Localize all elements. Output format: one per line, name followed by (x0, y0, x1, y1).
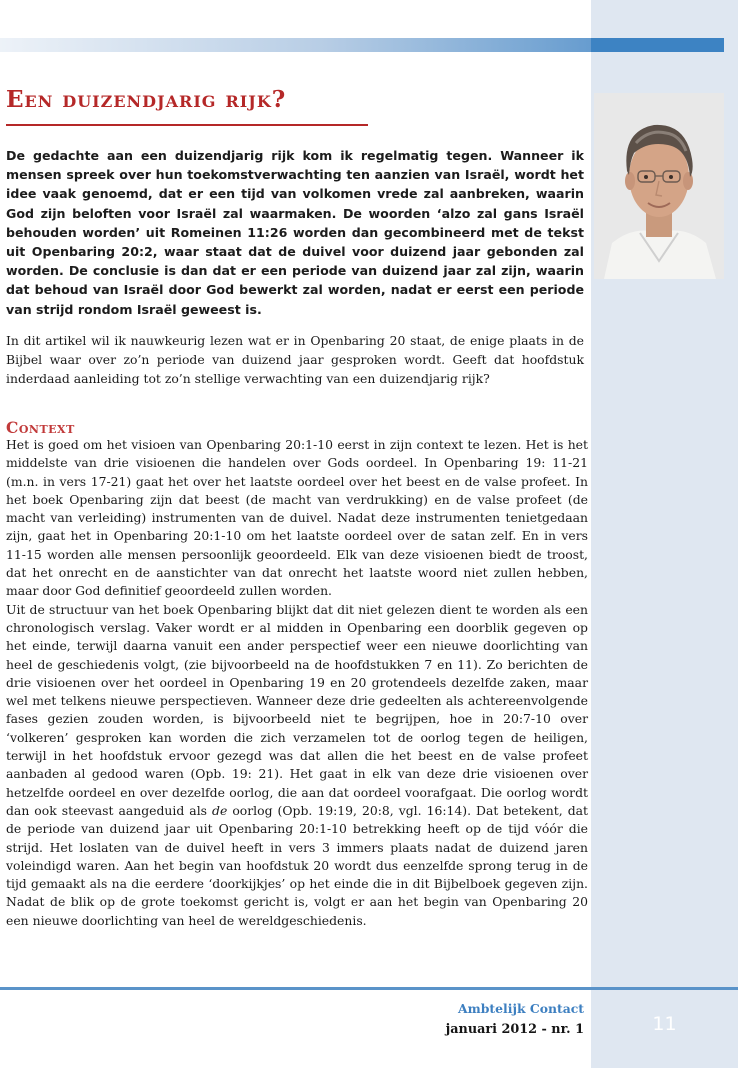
body-paragraph-2 (6, 601, 588, 930)
emphasis-de: de (212, 802, 228, 818)
author-portrait-illustration (594, 93, 724, 279)
body-paragraph-2-part-b: oorlog (Opb. 19:19, 20:8, vgl. 16:14). Dat betekent, dat de periode van duizend jaar uit Openbaring 20:1-10 betrekking heeft op de tijd vóór die strijd. Het loslaten van de duivel heeft in vers 3 immers plaats nadat de duizend jaren voleindigd waren. Aan het begin van hoofdstuk 20 wordt dus eenzelfde sprong terug in de tijd gemaakt als na die eerdere ‘doorkijkjes’ op het einde die in dit Bijbelboek gegeven zijn. Nadat de blik op de grote toekomst gericht is, volgt er aan het begin van Openbaring 20 een nieuwe doorlichting van heel de wereldgeschiedenis. (6, 802, 588, 928)
author-photo (594, 93, 724, 279)
article-lead: In dit artikel wil ik nauwkeurig lezen wat er in Openbaring 20 staat, de enige plaats in de Bijbel waar over zo’n periode van duizend jaar gesproken wordt. Geeft dat hoofdstuk inderdaad aanleiding tot zo’n stellige verwachting van een duizendjarig rijk? (6, 333, 584, 387)
article-intro: De gedachte aan een duizendjarig rijk kom ik regelmatig tegen. Wanneer ik mensen spreek over hun toekomstverwachting ten aanzien van Israël, wordt het idee vaak genoemd, dat er een tijd van volkomen vrede zal aanbreken, waarin God zijn beloften voor Israël zal waarmaken. De woorden ‘alzo zal gans Israël behouden worden’ uit Romeinen 11:26 worden dan gecombineerd met de tekst uit Openbaring 20:2, waar staat dat de duivel voor duizend jaar gebonden zal worden. De conclusie is dan dat er een periode van duizend jaar zal zijn, waarin dat behoud van Israël door God bewerkt zal worden, nadat er eerst een periode van strijd rondom Israël geweest is. (6, 148, 584, 317)
article-body (6, 436, 588, 930)
section-heading-context: Context (6, 418, 75, 437)
body-paragraph-1: Het is goed om het visioen van Openbaring 20:1-10 eerst in zijn context te lezen. Het is het middelste van drie visioenen die handelen over Gods oordeel. In Openbaring 19: 11-21 (m.n. in vers 17-21) gaat het over het laatste oordeel over het beest en de valse profeet. In het boek Openbaring zijn dat beest (de macht van verdrukking) en de valse profeet (de macht van verleiding) instrumenten van de duivel. Nadat deze instrumenten tenietgedaan zijn, gaat het in Openbaring 20:1-10 om het laatste oordeel over de satan zelf. En in vers 11-15 worden alle mensen persoonlijk geoordeeld. Elk van deze visioenen biedt de troost, dat het onrecht en de aanstichter van dat onrecht het laatste woord niet zullen hebben, maar door God definitief geoordeeld zullen worden. (6, 437, 588, 599)
body-paragraph-2-part-a: Uit de structuur van het boek Openbaring blijkt dat dit niet gelezen dient te worden als een chronologisch verslag. Vaker wordt er al midden in Openbaring een doorblik gegeven op het einde, terwijl daarna vanuit een ander perspectief weer een nieuwe doorlichting van heel de geschiedenis volgt, (zie bijvoorbeeld na de hoofdstukken 7 en 11). Zo berichten de drie visioenen over het oordeel in Openbaring 19 en 20 grotendeels dezelfde zaken, maar wel met telkens nieuwe perspectieven. Wanneer deze drie gedeelten als achtereenvolgende fases gezien zouden worden, is bijvoorbeeld niet te begrijpen, hoe in 20:7-10 over ‘volkeren’ gesproken kan worden die zich verzamelen tot de oorlog tegen de heiligen, terwijl in het hoofdstuk ervoor gezegd was dat allen die het beest en de valse profeet aanbaden al gedood waren (Opb. 19: 21). Het gaat in elk van deze drie visioenen over hetzelfde oordeel en over dezelfde oorlog, die aan dat oordeel voorafgaat. Die oorlog wordt dan ook steevast aangeduid als (6, 601, 588, 818)
article-title: Een duizendjarig rijk? (6, 86, 287, 113)
title-underline (6, 124, 368, 126)
top-band-accent (591, 38, 724, 52)
issue-date: januari 2012 - nr. 1 (445, 1022, 584, 1037)
page-number: 11 (652, 1013, 677, 1035)
magazine-name: Ambtelijk Contact (458, 1001, 584, 1016)
footer-rule (0, 987, 738, 990)
